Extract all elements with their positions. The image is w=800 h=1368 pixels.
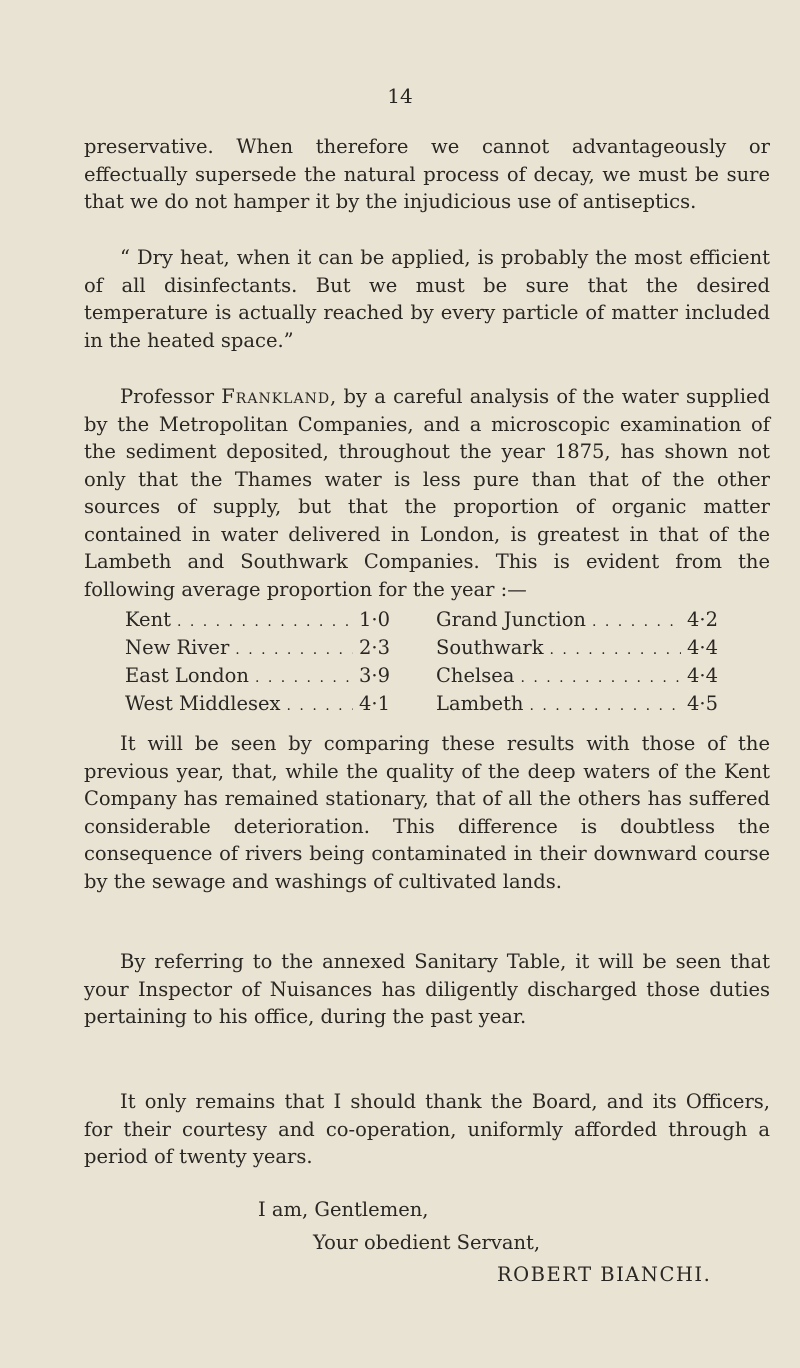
paragraph-sanitary-table: By referring to the annexed Sanitary Table, it will be seen that your Inspector of Nuisances has diligently discharged those duties pertaining to his office, during the past year.	[84, 950, 770, 1028]
table-cell	[436, 606, 718, 634]
dot-leader	[520, 664, 681, 692]
dot-leader	[255, 664, 353, 692]
company-name: Lambeth	[436, 692, 524, 715]
table-row	[125, 690, 725, 718]
paragraph-frankland-after: , by a careful analysis of the water supplied by the Metropolitan Companies, and a microscopic examination of the sediment deposited, throughout the year 1875, has shown not only that the Thames water is less pure than that of the other sources of supply, but that the proportion of organic matter contained in water delivered in London, is greatest in that of the Lambeth and Southwark Companies. This is evident from the following average proportion for the year :—	[84, 385, 770, 601]
table-cell	[436, 662, 718, 690]
dot-leader	[529, 692, 681, 720]
paragraph-comparison: It will be seen by comparing these results with those of the previous year, that, while the quality of the deep waters of the Kent Company has remained stationary, that of all the others has suffered considerable deterioration. This difference is doubtless the consequence of rivers being contaminated in their downward course by the sewage and washings of cultivated lands.	[84, 732, 770, 893]
company-name: Chelsea	[436, 664, 515, 687]
dot-leader	[235, 636, 353, 664]
table-cell	[436, 634, 718, 662]
company-value: 4·1	[358, 692, 390, 715]
company-name: East London	[125, 664, 249, 687]
paragraph-frankland-before: Professor	[120, 385, 222, 408]
table-cell	[125, 606, 390, 634]
table-cell	[125, 634, 390, 662]
company-name: Kent	[125, 608, 171, 631]
signature: ROBERT BIANCHI.	[497, 1263, 712, 1286]
table-row	[125, 634, 725, 662]
company-value: 3·9	[358, 664, 390, 687]
paragraph-dry-heat-quote: “ Dry heat, when it can be applied, is probably the most efficient of all disinfectants. But we must be sure that the desired temperature is actually reached by every particle of matter included in the heated space.”	[84, 246, 770, 352]
table-row	[125, 662, 725, 690]
page-number: 14	[387, 84, 413, 108]
company-value: 2·3	[358, 636, 390, 659]
table-cell	[125, 662, 390, 690]
company-name: Southwark	[436, 636, 544, 659]
company-value: 4·4	[686, 664, 718, 687]
closing-salutation: I am, Gentlemen,	[258, 1198, 429, 1221]
company-value: 4·5	[686, 692, 718, 715]
company-value: 4·2	[686, 608, 718, 631]
dot-leader	[177, 608, 353, 636]
frankland-name: Frankland	[221, 385, 331, 408]
company-name: Grand Junction	[436, 608, 586, 631]
closing-servant: Your obedient Servant,	[313, 1231, 541, 1254]
paragraph-frankland-analysis	[84, 383, 770, 603]
company-name: West Middlesex	[125, 692, 281, 715]
company-value: 4·4	[686, 636, 718, 659]
company-value: 1·0	[358, 608, 390, 631]
paragraph-thanks: It only remains that I should thank the Board, and its Officers, for their courtesy and co-operation, uniformly afforded through a period of twenty years.	[84, 1090, 770, 1168]
table-cell	[125, 690, 390, 718]
water-proportion-table	[125, 606, 725, 718]
dot-leader	[592, 608, 681, 636]
table-cell	[436, 690, 718, 718]
paragraph-antiseptics: preservative. When therefore we cannot advantageously or effectually supersede the natural process of decay, we must be sure that we do not hamper it by the injudicious use of antiseptics.	[84, 135, 770, 213]
dot-leader	[287, 692, 353, 720]
dot-leader	[550, 636, 681, 664]
company-name: New River	[125, 636, 230, 659]
table-row	[125, 606, 725, 634]
